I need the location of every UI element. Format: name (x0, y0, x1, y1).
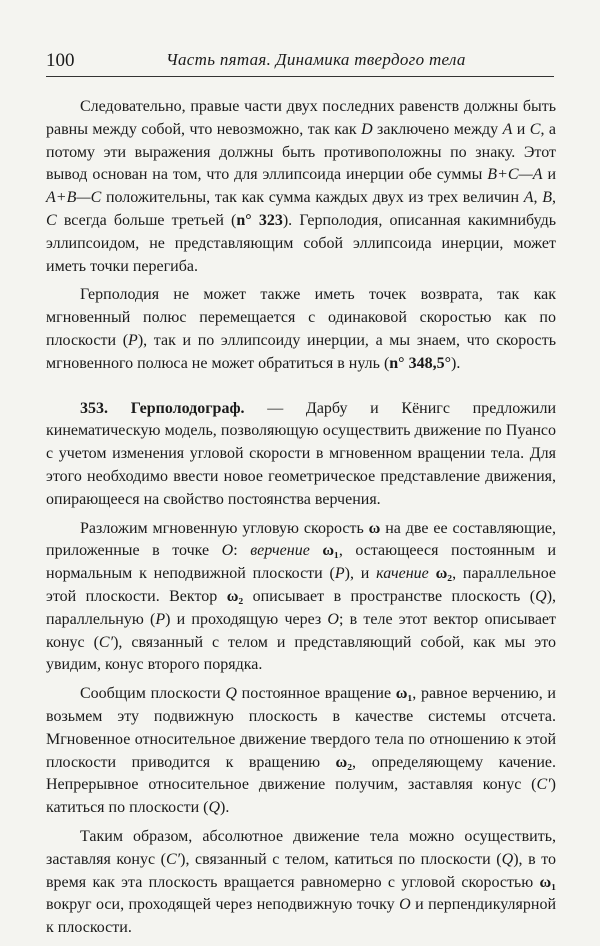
text-run: верчение (250, 542, 310, 560)
text-run: , равное верчению, и возьмем эту подвижную плоскость в качестве системы отсчета. Мгновенное относительное движение твердого тела по отношению к этой плоскости приводится к вращению (46, 685, 556, 771)
text-run: ). (450, 354, 461, 372)
text-run: и (542, 166, 557, 184)
section-heading: 353. Герполодограф. (80, 399, 245, 417)
text-run: ω₁ (322, 542, 339, 560)
text-run: Таким образом, абсолютное движение тела можно осуществить, заставляя конус ( (46, 827, 556, 868)
text-run: и (512, 120, 530, 138)
text-run: : (233, 542, 251, 560)
text-run: положительны, так как сумма каждых двух из трех величин (101, 189, 524, 207)
text-run: ; в теле этот вектор описывает конус ( (46, 610, 557, 651)
paragraph (46, 284, 556, 375)
text-run: качение (376, 565, 429, 583)
text-run: O (327, 610, 339, 628)
text-run: Следовательно, правые части двух последних равенств должны быть равны между собой, что невозможно, так как (46, 98, 556, 138)
text-run: n° 348,5° (389, 354, 451, 372)
paragraph (46, 398, 556, 512)
text-run: C (529, 120, 541, 138)
text-run: и перпендикулярной к плоскости. (46, 896, 556, 937)
text-run: ), так и по эллипсоиду инерции, а мы знаем, что скорость мгновенного полюса не может обратиться в нуль ( (46, 331, 556, 372)
text-run: P (334, 565, 345, 583)
text-run: B+C—A (487, 166, 543, 184)
text-run: ), и (344, 565, 377, 583)
page-body (46, 96, 556, 946)
text-run: D (361, 120, 373, 138)
text-run: Q (535, 587, 547, 605)
text-run: Q (208, 799, 221, 817)
text-run: ω₁ (395, 685, 413, 703)
text-run: , (533, 189, 543, 207)
text-run (310, 542, 323, 559)
text-run: ), связанный с телом, катиться по плоскости ( (180, 850, 502, 868)
running-title: Часть пятая. Динамика твердого тела (166, 50, 466, 69)
text-run: ). (220, 799, 230, 817)
text-run: ) катиться по плоскости ( (46, 776, 556, 817)
text-run: Сообщим плоскости (80, 685, 226, 703)
text-run: постоянное вращение (236, 685, 396, 703)
page-number: 100 (46, 50, 75, 71)
text-run: ), в то время как эта плоскость вращается равномерно с угловой скоростью (46, 850, 557, 891)
text-run: ). Герполодия, описанная какимнибудь эллипсоидом, не представляющим собой эллипсоида инерции, может иметь точки перегиба. (46, 211, 557, 275)
text-run: , а потому эти выражения должны быть противоположны по знаку. Этот вывод основан на том, что для эллипсоида инерции обе суммы (46, 120, 557, 184)
text-run: ω₂ (435, 565, 453, 583)
paragraph (46, 683, 556, 820)
text-run: ), параллельную ( (46, 587, 557, 628)
text-run: Разложим мгновенную угловую скорость (80, 519, 369, 537)
text-run: B (542, 189, 553, 207)
text-run: Герполодия не может также иметь точек возврата, так как мгновенный полюс перемещается с одинаковой скоростью как по плоскости ( (46, 286, 556, 349)
text-run: ω (368, 519, 381, 537)
text-run: n° 323 (236, 211, 283, 229)
text-run: на две ее составляющие, приложенные в точке (46, 519, 556, 560)
text-run: всегда больше третьей ( (56, 211, 237, 229)
text-run: A (523, 189, 534, 207)
text-run: A (502, 120, 513, 138)
page-header (46, 46, 554, 77)
text-run: A+B—C (46, 189, 102, 207)
text-run: Q (501, 850, 514, 868)
text-run: P (128, 331, 138, 349)
text-run: C (46, 211, 57, 229)
text-run: ω₂ (335, 753, 353, 771)
text-run: вокруг оси, проходящей через неподвижную точку (46, 896, 400, 914)
text-run: C′ (165, 850, 181, 868)
text-run: O (399, 896, 411, 914)
text-run: C′ (536, 776, 551, 794)
paragraph (46, 826, 556, 940)
text-run: описывает в пространстве плоскость ( (243, 587, 536, 605)
text-run: ω₂ (226, 587, 244, 605)
text-run: , (552, 189, 557, 207)
text-run: заключено между (372, 120, 503, 138)
text-run: C′ (98, 633, 114, 651)
text-run: , определяющему качение. Непрерывное относительное движение получим, заставляя конус ( (46, 753, 556, 794)
text-run: — Дарбу и Кёнигс предложили кинематическую модель, позволяющую осуществить движение по Пуансо с учетом изменения угловой скорости в мгновенном вращении тела. Для этого необходимо ввести новое геометрическое представление движения, опирающееся на свойство постоянства верчения. (46, 399, 557, 508)
text-run: ) и проходящую через (165, 610, 328, 628)
text-run: , параллельное этой плоскости. Вектор (46, 565, 556, 605)
paragraph (46, 96, 556, 278)
text-run: Q (225, 685, 237, 703)
text-run: ω₁ (539, 873, 556, 891)
text-run (429, 565, 436, 582)
text-run: ), связанный с телом и представляющий собой, как мы это увидим, конус второго порядка. (46, 633, 557, 674)
text-run: , остающееся постоянным и нормальным к неподвижной плоскости ( (46, 542, 557, 583)
text-run: P (155, 610, 166, 628)
paragraph (46, 518, 556, 678)
text-run: O (221, 542, 234, 560)
